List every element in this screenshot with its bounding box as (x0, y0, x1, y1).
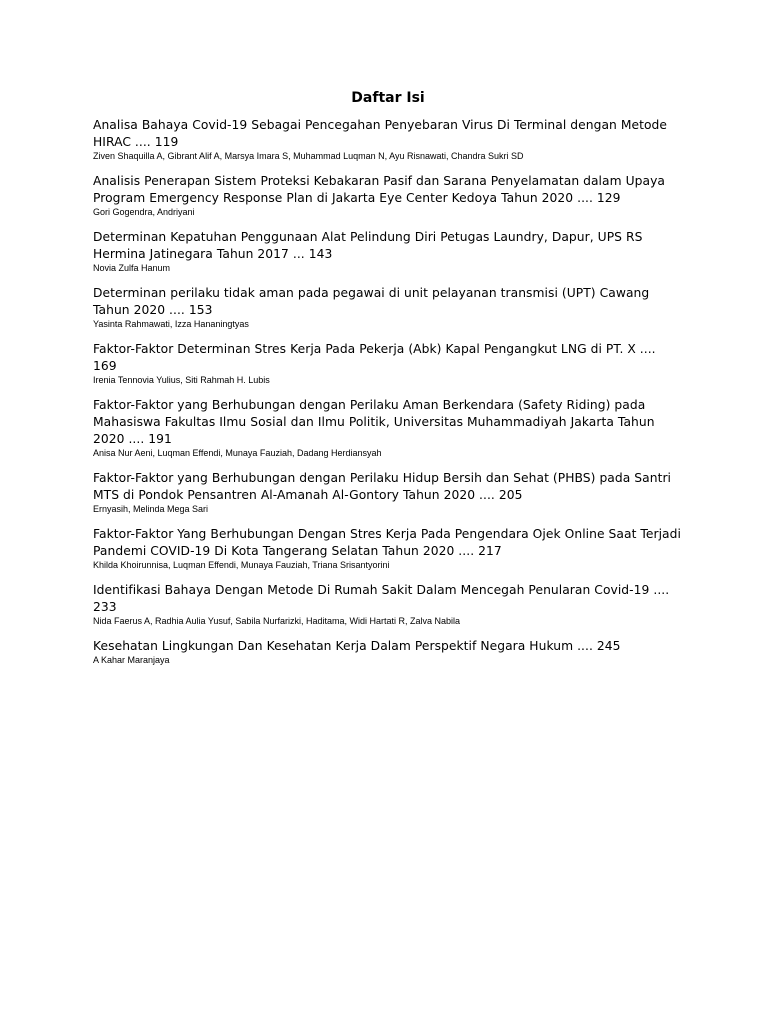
entry-authors: Yasinta Rahmawati, Izza Hananingtyas (93, 319, 249, 329)
toc-entry (93, 526, 683, 570)
entry-title: Faktor-Faktor Yang Berhubungan Dengan Stres Kerja Pada Pengendara Ojek Online Saat Terjadi Pandemi COVID-19 Di Kota Tangerang Selatan Tahun 2020 .... 217 (93, 527, 681, 558)
entry-title: Kesehatan Lingkungan Dan Kesehatan Kerja Dalam Perspektif Negara Hukum .... 245 (93, 639, 621, 653)
entry-authors: Gori Gogendra, Andriyani (93, 207, 195, 217)
toc-entry (93, 582, 683, 626)
entry-title: Analisis Penerapan Sistem Proteksi Kebakaran Pasif dan Sarana Penyelamatan dalam Upaya Program Emergency Response Plan di Jakarta Eye Center Kedoya Tahun 2020 .... 129 (93, 174, 666, 205)
toc-entry (93, 341, 683, 385)
entry-title: Determinan perilaku tidak aman pada pegawai di unit pelayanan transmisi (UPT) Cawang Tahun 2020 .... 153 (93, 286, 650, 317)
document-page (93, 88, 683, 677)
toc-entry (93, 117, 683, 161)
entry-title: Determinan Kepatuhan Penggunaan Alat Pelindung Diri Petugas Laundry, Dapur, UPS RS Hermina Jatinegara Tahun 2017 ... 143 (93, 230, 643, 261)
entry-title: Identifikasi Bahaya Dengan Metode Di Rumah Sakit Dalam Mencegah Penularan Covid-19 .... 233 (93, 583, 670, 614)
entry-title: Analisa Bahaya Covid-19 Sebagai Pencegahan Penyebaran Virus Di Terminal dengan Metode HIRAC .... 119 (93, 118, 668, 149)
toc-list (93, 117, 683, 665)
toc-entry (93, 397, 683, 458)
entry-authors: Anisa Nur Aeni, Luqman Effendi, Munaya Fauziah, Dadang Herdiansyah (93, 448, 382, 458)
entry-authors: Irenia Tennovia Yulius, Siti Rahmah H. Lubis (93, 375, 270, 385)
entry-title: Faktor-Faktor yang Berhubungan dengan Perilaku Hidup Bersih dan Sehat (PHBS) pada Santri MTS di Pondok Pensantren Al-Amanah Al-Gontory Tahun 2020 .... 205 (93, 471, 672, 502)
entry-authors: A Kahar Maranjaya (93, 655, 170, 665)
entry-authors: Ernyasih, Melinda Mega Sari (93, 504, 209, 514)
toc-entry (93, 229, 683, 273)
entry-authors: Khilda Khoirunnisa, Luqman Effendi, Munaya Fauziah, Triana Srisantyorini (93, 560, 390, 570)
page-title: Daftar Isi (351, 90, 425, 106)
entry-authors: Nida Faerus A, Radhia Aulia Yusuf, Sabila Nurfarizki, Haditama, Widi Hartati R, Zalva Nabila (93, 616, 460, 626)
entry-authors: Novia Zulfa Hanum (93, 263, 171, 273)
toc-entry (93, 285, 683, 329)
toc-entry (93, 470, 683, 514)
entry-title: Faktor-Faktor Determinan Stres Kerja Pada Pekerja (Abk) Kapal Pengangkut LNG di PT. X .... 169 (93, 342, 656, 373)
entry-authors: Ziven Shaquilla A, Gibrant Alif A, Marsya Imara S, Muhammad Luqman N, Ayu Risnawati, Chandra Sukri SD (93, 151, 524, 161)
toc-entry (93, 638, 683, 665)
entry-title: Faktor-Faktor yang Berhubungan dengan Perilaku Aman Berkendara (Safety Riding) pada Mahasiswa Fakultas Ilmu Sosial dan Ilmu Politik, Universitas Muhammadiyah Jakarta Tahun 2020 .... 191 (93, 398, 655, 446)
toc-entry (93, 173, 683, 217)
